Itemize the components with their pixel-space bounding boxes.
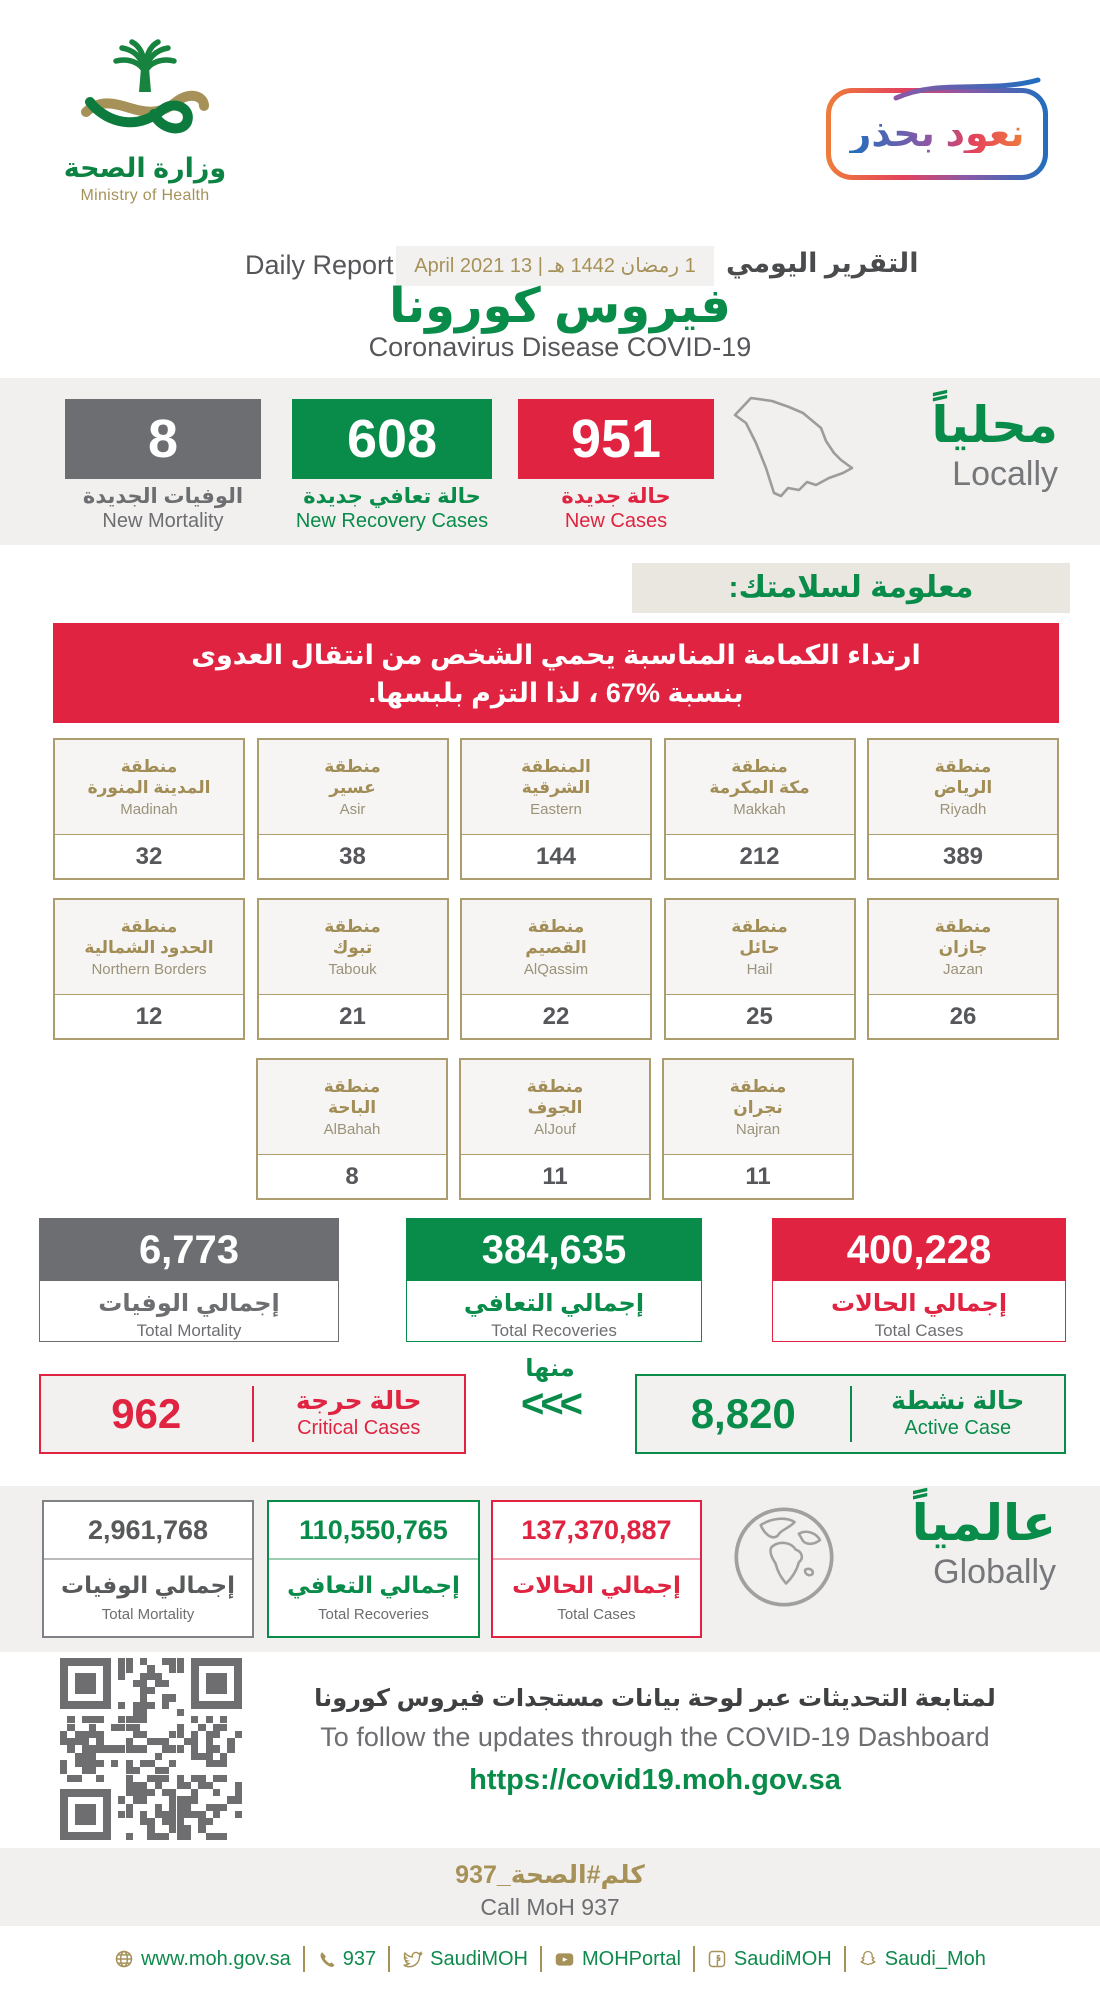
region-card-riyadh bbox=[867, 738, 1059, 880]
region-name-ar: جازان bbox=[938, 938, 988, 957]
region-name-ar: الجوف bbox=[527, 1098, 583, 1117]
total-mortality-box bbox=[39, 1218, 339, 1342]
ministry-name-ar: وزارة الصحة bbox=[63, 153, 227, 183]
total-cases-label-en: Total Cases bbox=[874, 1321, 964, 1340]
call-moh-band bbox=[0, 1848, 1100, 1926]
critical-cases-label-ar: حالة حرجة bbox=[295, 1387, 422, 1416]
region-card-eastern bbox=[460, 738, 652, 880]
region-value: 32 bbox=[135, 843, 163, 870]
region-prefix-ar: منطقة bbox=[324, 916, 381, 936]
palm-swoosh-icon bbox=[70, 38, 220, 146]
new-recoveries-label-en: New Recovery Cases bbox=[295, 510, 489, 532]
region-card-madinah bbox=[53, 738, 245, 880]
region-row-3 bbox=[256, 1058, 854, 1200]
critical-cases-box bbox=[39, 1374, 466, 1454]
global-cases-box bbox=[491, 1500, 702, 1638]
region-prefix-ar: منطقة bbox=[526, 1076, 584, 1096]
new-recoveries-stat bbox=[292, 399, 492, 533]
region-prefix-ar: منطقة bbox=[324, 756, 381, 776]
new-mortality-value: 8 bbox=[65, 399, 261, 479]
global-mortality-label-en: Total Mortality bbox=[101, 1606, 195, 1623]
region-value: 12 bbox=[135, 1003, 163, 1030]
region-name-ar: حائل bbox=[739, 938, 780, 957]
snapchat-icon bbox=[858, 1949, 878, 1969]
region-name-ar: عسير bbox=[329, 778, 376, 797]
region-name-en: Riyadh bbox=[939, 801, 987, 819]
total-cases-box bbox=[772, 1218, 1066, 1342]
daily-report-label-en: Daily Report bbox=[245, 250, 394, 280]
dashboard-line-ar: لمتابعة التحديثات عبر لوحة بيانات مستجدات فيروس كورونا bbox=[314, 1685, 996, 1712]
region-card-makkah bbox=[664, 738, 856, 880]
separator bbox=[388, 1946, 390, 1972]
moh-logo bbox=[40, 38, 250, 205]
contact-twitter[interactable] bbox=[402, 1948, 528, 1971]
region-value: 25 bbox=[746, 1003, 773, 1030]
region-card-alqassim bbox=[460, 898, 652, 1040]
total-mortality-label-ar: إجمالي الوفيات bbox=[98, 1290, 280, 1317]
total-cases-label-ar: إجمالي الحالات bbox=[830, 1290, 1008, 1317]
region-prefix-ar: منطقة bbox=[323, 1076, 381, 1096]
separator bbox=[693, 1946, 695, 1972]
locally-heading-ar: محلياً bbox=[931, 397, 1058, 453]
region-prefix-ar: المنطقة bbox=[521, 756, 591, 776]
region-value: 11 bbox=[745, 1163, 771, 1190]
region-card-asir bbox=[257, 738, 449, 880]
active-cases-value: 8,820 bbox=[690, 1390, 796, 1437]
region-card-tabouk bbox=[257, 898, 449, 1040]
globally-heading-ar: عالمياً bbox=[911, 1495, 1056, 1551]
ministry-name-en: Ministry of Health bbox=[80, 187, 210, 204]
region-value: 21 bbox=[339, 1003, 366, 1030]
region-name-en: Makkah bbox=[733, 801, 786, 819]
region-card-jazan bbox=[867, 898, 1059, 1040]
region-name-ar: الحدود الشمالية bbox=[84, 938, 214, 957]
region-value: 144 bbox=[535, 843, 577, 870]
contact-twitter-label: SaudiMOH bbox=[430, 1947, 528, 1970]
divider bbox=[493, 1558, 700, 1560]
dashboard-line-en: To follow the updates through the COVID-19 Dashboard bbox=[320, 1722, 990, 1752]
saudi-arabia-map-icon bbox=[726, 394, 856, 502]
total-recoveries-label-ar: إجمالي التعافي bbox=[463, 1290, 645, 1317]
region-prefix-ar: منطقة bbox=[527, 916, 585, 936]
region-value: 38 bbox=[339, 843, 366, 870]
global-recoveries-label-en: Total Recoveries bbox=[318, 1606, 429, 1623]
new-cases-label-en: New Cases bbox=[564, 510, 668, 532]
total-cases-value: 400,228 bbox=[773, 1219, 1065, 1281]
total-recoveries-value: 384,635 bbox=[407, 1219, 701, 1281]
dashboard-info bbox=[255, 1684, 1055, 1797]
critical-cases-label-en: Critical Cases bbox=[297, 1416, 421, 1439]
region-name-en: Northern Borders bbox=[91, 961, 207, 979]
total-recoveries-box bbox=[406, 1218, 702, 1342]
region-row-2 bbox=[53, 898, 1059, 1040]
region-name-ar: الباحة bbox=[327, 1098, 377, 1117]
region-name-en: Hail bbox=[746, 961, 773, 979]
facebook-icon bbox=[707, 1949, 727, 1969]
region-value: 22 bbox=[542, 1003, 570, 1030]
global-recoveries-value: 110,550,765 bbox=[299, 1515, 448, 1545]
globe-icon bbox=[114, 1949, 134, 1969]
region-card-northern-borders bbox=[53, 898, 245, 1040]
region-value: 11 bbox=[542, 1163, 568, 1190]
region-name-ar: القصيم bbox=[525, 938, 587, 957]
of-which-label: منها bbox=[525, 1355, 575, 1382]
globally-heading bbox=[912, 1496, 1056, 1592]
contact-phone[interactable] bbox=[317, 1948, 376, 1971]
region-name-ar: تبوك bbox=[332, 938, 373, 957]
region-name-ar: نجران bbox=[733, 1098, 783, 1117]
twitter-icon bbox=[402, 1949, 423, 1970]
contact-bar bbox=[0, 1946, 1100, 1972]
region-prefix-ar: منطقة bbox=[120, 916, 178, 936]
badge-text: نعود بحذر bbox=[849, 113, 1025, 155]
separator bbox=[540, 1946, 542, 1972]
locally-section bbox=[0, 378, 1100, 545]
global-recoveries-box bbox=[267, 1500, 480, 1638]
region-name-ar: الشرقية bbox=[521, 778, 591, 797]
region-value: 26 bbox=[949, 1003, 977, 1030]
page-title-en: Coronavirus Disease COVID-19 bbox=[368, 332, 752, 362]
new-cases-label-ar: حالة جديدة bbox=[561, 485, 671, 508]
region-name-ar: المدينة المنورة bbox=[87, 778, 211, 797]
active-cases-label-en: Active Case bbox=[904, 1416, 1012, 1439]
region-value: 8 bbox=[345, 1163, 359, 1190]
new-recoveries-value: 608 bbox=[292, 399, 492, 479]
chevrons-left-icon: <<< bbox=[520, 1382, 580, 1426]
active-cases-label-ar: حالة نشطة bbox=[891, 1387, 1025, 1416]
return-with-caution-badge bbox=[826, 88, 1048, 180]
global-cases-label-ar: إجمالي الحالات bbox=[512, 1572, 681, 1598]
badge-swoosh-icon bbox=[892, 76, 1042, 102]
region-card-hail bbox=[664, 898, 856, 1040]
global-mortality-value: 2,961,768 bbox=[87, 1515, 209, 1545]
report-date: 1 رمضان 1442 هـ | 13 April 2021 bbox=[396, 246, 714, 286]
page-title-ar: فيروس كورونا bbox=[389, 280, 731, 333]
globally-heading-en: Globally bbox=[933, 1553, 1056, 1591]
region-name-en: Eastern bbox=[530, 801, 582, 819]
globe-icon bbox=[731, 1504, 837, 1610]
youtube-icon bbox=[554, 1949, 575, 1970]
new-recoveries-label-ar: حالة تعافي جديدة bbox=[303, 485, 481, 508]
region-card-aljouf bbox=[459, 1058, 651, 1200]
daily-report-label-ar: التقرير اليومي bbox=[726, 248, 919, 278]
divider bbox=[44, 1558, 252, 1560]
region-prefix-ar: منطقة bbox=[729, 1076, 787, 1096]
region-name-en: AlQassim bbox=[523, 961, 589, 979]
contact-snapchat[interactable] bbox=[858, 1948, 986, 1971]
region-row-1 bbox=[53, 738, 1059, 880]
region-name-en: AlJouf bbox=[534, 1121, 576, 1139]
region-prefix-ar: منطقة bbox=[120, 756, 178, 776]
region-name-en: Madinah bbox=[120, 801, 178, 819]
safety-banner-line1: ارتداء الكمامة المناسبة يحمي الشخص من انتقال العدوى bbox=[191, 640, 921, 670]
global-recoveries-label-ar: إجمالي التعافي bbox=[287, 1572, 460, 1598]
contact-website[interactable] bbox=[114, 1948, 291, 1971]
dashboard-url-link[interactable]: https://covid19.moh.gov.sa bbox=[469, 1764, 841, 1796]
contact-facebook-label: SaudiMOH bbox=[733, 1947, 832, 1970]
global-mortality-label-ar: إجمالي الوفيات bbox=[61, 1572, 235, 1598]
region-card-albahah bbox=[256, 1058, 448, 1200]
separator bbox=[303, 1946, 305, 1972]
safety-info-heading: معلومة لسلامتك: bbox=[632, 563, 1070, 613]
new-mortality-label-ar: الوفيات الجديدة bbox=[82, 485, 244, 508]
region-name-en: Jazan bbox=[942, 961, 984, 979]
region-card-najran bbox=[662, 1058, 854, 1200]
phone-icon bbox=[317, 1950, 336, 1969]
region-name-en: Asir bbox=[339, 801, 366, 819]
total-mortality-value: 6,773 bbox=[40, 1219, 338, 1281]
hashtag-call-moh-ar: كلم#الصحة_937 bbox=[455, 1861, 645, 1889]
new-mortality-stat bbox=[65, 399, 261, 533]
region-name-en: Tabouk bbox=[328, 961, 377, 979]
safety-banner bbox=[53, 623, 1059, 723]
total-recoveries-label-en: Total Recoveries bbox=[491, 1321, 617, 1340]
region-value: 389 bbox=[942, 843, 984, 870]
critical-cases-value: 962 bbox=[111, 1390, 182, 1437]
separator bbox=[844, 1946, 846, 1972]
global-cases-label-en: Total Cases bbox=[557, 1606, 636, 1623]
of-which-indicator bbox=[497, 1354, 603, 1425]
contact-youtube-label: MOHPortal bbox=[581, 1947, 681, 1970]
new-mortality-label-en: New Mortality bbox=[102, 510, 224, 532]
region-prefix-ar: منطقة bbox=[934, 916, 992, 936]
contact-facebook[interactable] bbox=[707, 1948, 832, 1971]
new-cases-stat bbox=[518, 399, 714, 533]
safety-banner-line2: بنسبة %67 ، لذا التزم بلبسها. bbox=[368, 678, 744, 708]
contact-youtube[interactable] bbox=[554, 1948, 681, 1971]
region-prefix-ar: منطقة bbox=[731, 916, 788, 936]
region-name-en: AlBahah bbox=[323, 1121, 381, 1139]
region-name-ar: الرياض bbox=[933, 778, 993, 797]
call-moh-en: Call MoH 937 bbox=[480, 1894, 620, 1920]
active-cases-box bbox=[635, 1374, 1066, 1454]
divider bbox=[269, 1558, 478, 1560]
locally-heading bbox=[931, 398, 1058, 494]
region-name-ar: مكة المكرمة bbox=[709, 778, 810, 797]
global-cases-value: 137,370,887 bbox=[521, 1515, 672, 1545]
global-mortality-box bbox=[42, 1500, 254, 1638]
new-cases-value: 951 bbox=[518, 399, 714, 479]
contact-phone-label: 937 bbox=[342, 1947, 377, 1970]
total-mortality-label-en: Total Mortality bbox=[136, 1321, 242, 1340]
region-value: 212 bbox=[739, 843, 780, 870]
contact-website-label: www.moh.gov.sa bbox=[141, 1947, 291, 1970]
locally-heading-en: Locally bbox=[952, 455, 1058, 493]
contact-snapchat-label: Saudi_Moh bbox=[884, 1947, 986, 1970]
qr-code bbox=[60, 1658, 242, 1840]
region-prefix-ar: منطقة bbox=[731, 756, 788, 776]
region-name-en: Najran bbox=[735, 1121, 781, 1139]
region-prefix-ar: منطقة bbox=[934, 756, 992, 776]
